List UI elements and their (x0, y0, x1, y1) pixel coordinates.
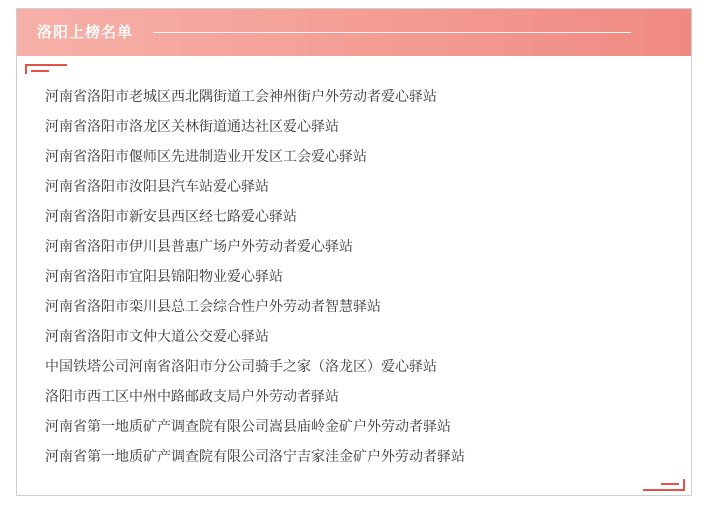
top-left-corner-ornament (25, 64, 67, 74)
list-item: 河南省洛阳市偃师区先进制造业开发区工会爱心驿站 (45, 149, 367, 165)
list-item: 河南省洛阳市伊川县普惠广场户外劳动者爱心驿站 (45, 239, 353, 255)
bottom-right-corner-ornament (643, 479, 685, 491)
list-item: 中国铁塔公司河南省洛阳市分公司骑手之家（洛龙区）爱心驿站 (45, 359, 437, 375)
list-item: 河南省洛阳市新安县西区经七路爱心驿站 (45, 209, 297, 225)
list-item: 河南省第一地质矿产调查院有限公司洛宁吉家洼金矿户外劳动者驿站 (45, 449, 465, 465)
section-header (17, 9, 691, 56)
list-item: 河南省洛阳市老城区西北隅街道工会神州街户外劳动者爱心驿站 (45, 89, 437, 105)
list-item: 河南省洛阳市汝阳县汽车站爱心驿站 (45, 179, 269, 195)
list-item: 河南省洛阳市宜阳县锦阳物业爱心驿站 (45, 269, 283, 285)
list-item: 河南省洛阳市文仲大道公交爱心驿站 (45, 329, 269, 345)
list-item: 洛阳市西工区中州中路邮政支局户外劳动者驿站 (45, 389, 339, 405)
header-divider (153, 32, 631, 33)
station-list (45, 89, 465, 479)
list-card (16, 8, 692, 496)
list-item: 河南省第一地质矿产调查院有限公司嵩县庙岭金矿户外劳动者驿站 (45, 419, 451, 435)
list-item: 河南省洛阳市洛龙区关林街道通达社区爱心驿站 (45, 119, 339, 135)
list-item: 河南省洛阳市栾川县总工会综合性户外劳动者智慧驿站 (45, 299, 381, 315)
section-title: 洛阳上榜名单 (37, 23, 134, 41)
